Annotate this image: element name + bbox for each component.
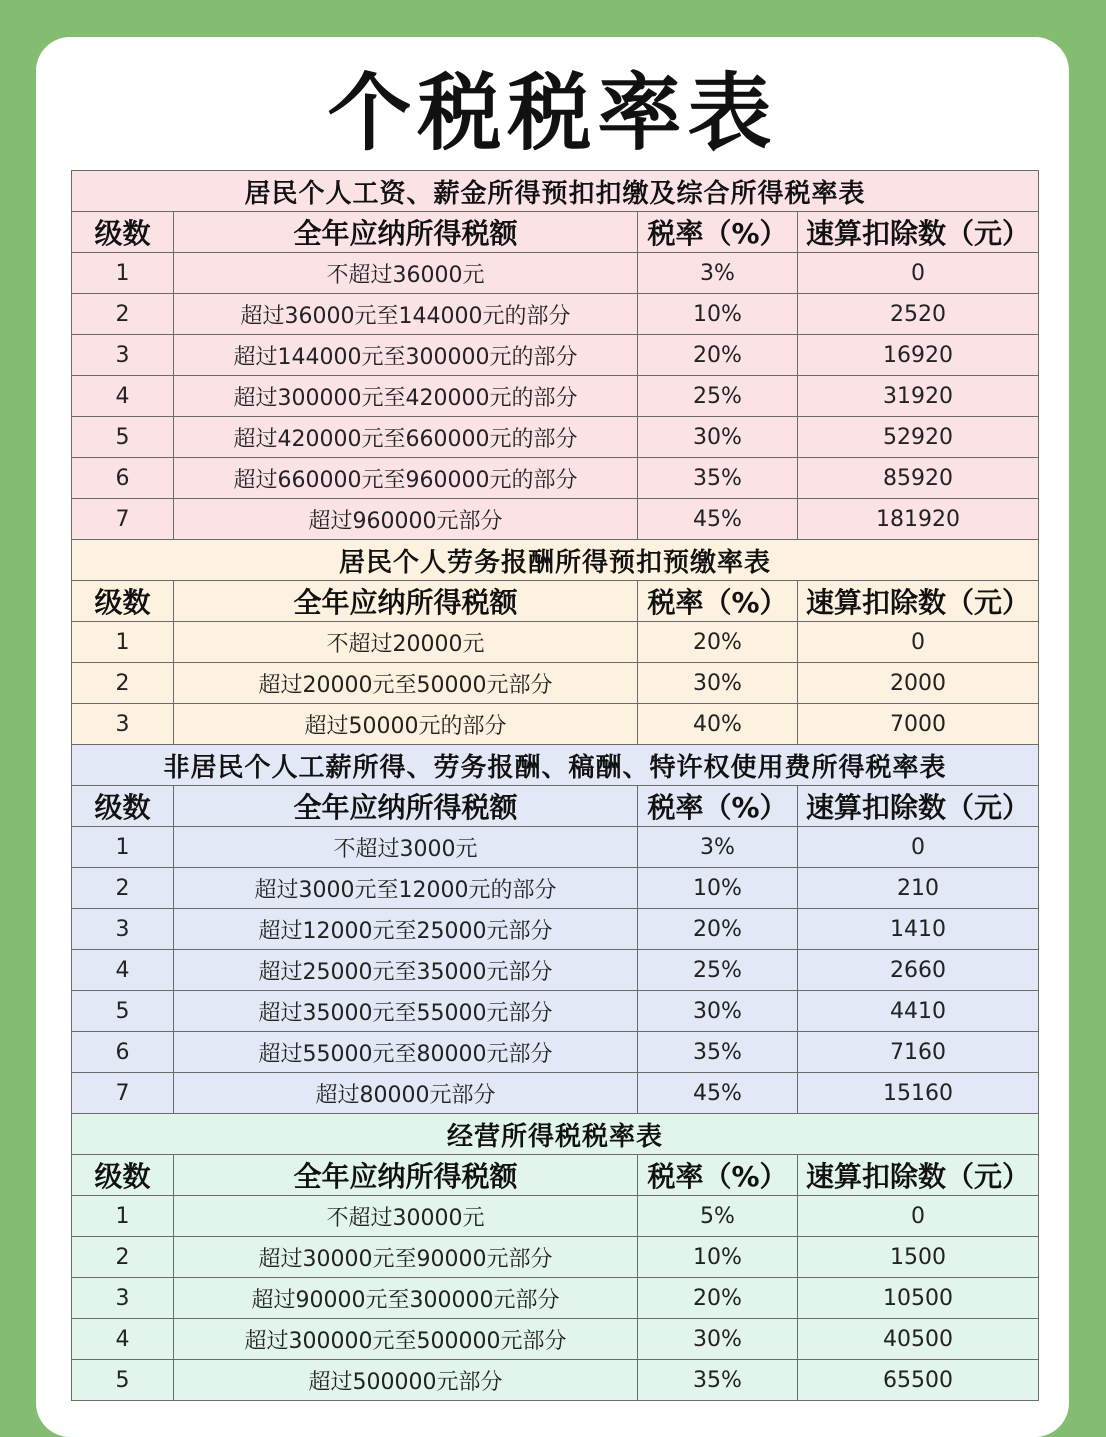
level-cell: 4 [72,1319,174,1360]
deduction-cell: 0 [798,827,1039,868]
level-cell: 5 [72,417,174,458]
level-cell: 1 [72,827,174,868]
page-title: 个税税率表 [327,64,778,162]
level-cell: 2 [72,294,174,335]
rate-cell: 30% [638,663,798,704]
section-title: 居民个人工资、薪金所得预扣扣缴及综合所得税率表 [72,171,1039,212]
header-level: 级数 [72,1155,174,1196]
level-cell: 7 [72,1073,174,1114]
deduction-cell: 4410 [798,991,1039,1032]
section-title-row [72,540,1039,581]
rate-cell: 40% [638,704,798,745]
rate-cell: 20% [638,909,798,950]
header-taxable-income: 全年应纳所得税额 [174,786,638,827]
header-tax-rate: 税率（%） [638,786,798,827]
level-cell: 3 [72,909,174,950]
table-row [72,868,1039,909]
rate-cell: 25% [638,950,798,991]
table-row [72,622,1039,663]
income-range-cell: 超过30000元至90000元部分 [174,1237,638,1278]
deduction-cell: 7160 [798,1032,1039,1073]
income-range-cell: 超过50000元的部分 [174,704,638,745]
deduction-cell: 52920 [798,417,1039,458]
rate-cell: 30% [638,991,798,1032]
header-taxable-income: 全年应纳所得税额 [174,212,638,253]
header-quick-deduction: 速算扣除数（元） [798,1155,1039,1196]
table-row [72,458,1039,499]
level-cell: 4 [72,950,174,991]
deduction-cell: 1410 [798,909,1039,950]
level-cell: 2 [72,663,174,704]
section-title: 非居民个人工薪所得、劳务报酬、稿酬、特许权使用费所得税率表 [72,745,1039,786]
table-row [72,1360,1039,1401]
table-row [72,1237,1039,1278]
table-row [72,1319,1039,1360]
table-row [72,663,1039,704]
income-range-cell: 超过300000元至500000元部分 [174,1319,638,1360]
rate-cell: 35% [638,458,798,499]
table-row [72,335,1039,376]
deduction-cell: 2520 [798,294,1039,335]
rate-cell: 20% [638,335,798,376]
header-quick-deduction: 速算扣除数（元） [798,581,1039,622]
table-row [72,1196,1039,1237]
rate-cell: 10% [638,1237,798,1278]
column-header-row [72,786,1039,827]
deduction-cell: 0 [798,253,1039,294]
income-range-cell: 超过36000元至144000元的部分 [174,294,638,335]
table-row [72,253,1039,294]
rate-cell: 45% [638,1073,798,1114]
deduction-cell: 85920 [798,458,1039,499]
income-range-cell: 超过300000元至420000元的部分 [174,376,638,417]
table-row [72,376,1039,417]
income-range-cell: 超过90000元至300000元部分 [174,1278,638,1319]
rate-cell: 30% [638,1319,798,1360]
section-title: 经营所得税税率表 [72,1114,1039,1155]
deduction-cell: 7000 [798,704,1039,745]
column-header-row [72,1155,1039,1196]
table-row [72,1073,1039,1114]
income-range-cell: 不超过30000元 [174,1196,638,1237]
level-cell: 5 [72,1360,174,1401]
income-range-cell: 超过660000元至960000元的部分 [174,458,638,499]
table-row [72,294,1039,335]
deduction-cell: 10500 [798,1278,1039,1319]
header-tax-rate: 税率（%） [638,581,798,622]
rate-cell: 30% [638,417,798,458]
header-level: 级数 [72,786,174,827]
level-cell: 1 [72,253,174,294]
level-cell: 3 [72,1278,174,1319]
rate-cell: 5% [638,1196,798,1237]
header-quick-deduction: 速算扣除数（元） [798,786,1039,827]
level-cell: 1 [72,622,174,663]
income-range-cell: 超过55000元至80000元部分 [174,1032,638,1073]
column-header-row [72,212,1039,253]
table-row [72,499,1039,540]
header-tax-rate: 税率（%） [638,212,798,253]
level-cell: 6 [72,458,174,499]
level-cell: 6 [72,1032,174,1073]
rate-cell: 45% [638,499,798,540]
income-range-cell: 超过35000元至55000元部分 [174,991,638,1032]
section-title-row [72,745,1039,786]
rate-cell: 10% [638,868,798,909]
rate-cell: 35% [638,1032,798,1073]
income-range-cell: 超过20000元至50000元部分 [174,663,638,704]
header-level: 级数 [72,212,174,253]
table-row [72,1278,1039,1319]
deduction-cell: 2000 [798,663,1039,704]
income-range-cell: 超过420000元至660000元的部分 [174,417,638,458]
tax-rate-table [71,170,1039,1401]
rate-cell: 35% [638,1360,798,1401]
header-taxable-income: 全年应纳所得税额 [174,1155,638,1196]
level-cell: 2 [72,868,174,909]
rate-cell: 10% [638,294,798,335]
deduction-cell: 0 [798,1196,1039,1237]
table-row [72,827,1039,868]
section-title: 居民个人劳务报酬所得预扣预缴率表 [72,540,1039,581]
deduction-cell: 1500 [798,1237,1039,1278]
deduction-cell: 65500 [798,1360,1039,1401]
deduction-cell: 181920 [798,499,1039,540]
level-cell: 3 [72,335,174,376]
header-quick-deduction: 速算扣除数（元） [798,212,1039,253]
table-row [72,704,1039,745]
income-range-cell: 不超过3000元 [174,827,638,868]
deduction-cell: 40500 [798,1319,1039,1360]
table-row [72,1032,1039,1073]
income-range-cell: 超过25000元至35000元部分 [174,950,638,991]
table-row [72,950,1039,991]
header-tax-rate: 税率（%） [638,1155,798,1196]
section-title-row [72,171,1039,212]
rate-cell: 25% [638,376,798,417]
table-row [72,909,1039,950]
deduction-cell: 31920 [798,376,1039,417]
income-range-cell: 不超过36000元 [174,253,638,294]
level-cell: 7 [72,499,174,540]
level-cell: 2 [72,1237,174,1278]
rate-cell: 20% [638,1278,798,1319]
header-taxable-income: 全年应纳所得税额 [174,581,638,622]
income-range-cell: 超过500000元部分 [174,1360,638,1401]
deduction-cell: 16920 [798,335,1039,376]
deduction-cell: 15160 [798,1073,1039,1114]
income-range-cell: 超过3000元至12000元的部分 [174,868,638,909]
level-cell: 3 [72,704,174,745]
income-range-cell: 超过80000元部分 [174,1073,638,1114]
rate-cell: 3% [638,253,798,294]
table-row [72,991,1039,1032]
level-cell: 4 [72,376,174,417]
rate-cell: 3% [638,827,798,868]
income-range-cell: 超过12000元至25000元部分 [174,909,638,950]
level-cell: 1 [72,1196,174,1237]
deduction-cell: 210 [798,868,1039,909]
level-cell: 5 [72,991,174,1032]
income-range-cell: 超过960000元部分 [174,499,638,540]
section-title-row [72,1114,1039,1155]
rate-cell: 20% [638,622,798,663]
column-header-row [72,581,1039,622]
income-range-cell: 不超过20000元 [174,622,638,663]
deduction-cell: 0 [798,622,1039,663]
header-level: 级数 [72,581,174,622]
table-row [72,417,1039,458]
income-range-cell: 超过144000元至300000元的部分 [174,335,638,376]
deduction-cell: 2660 [798,950,1039,991]
